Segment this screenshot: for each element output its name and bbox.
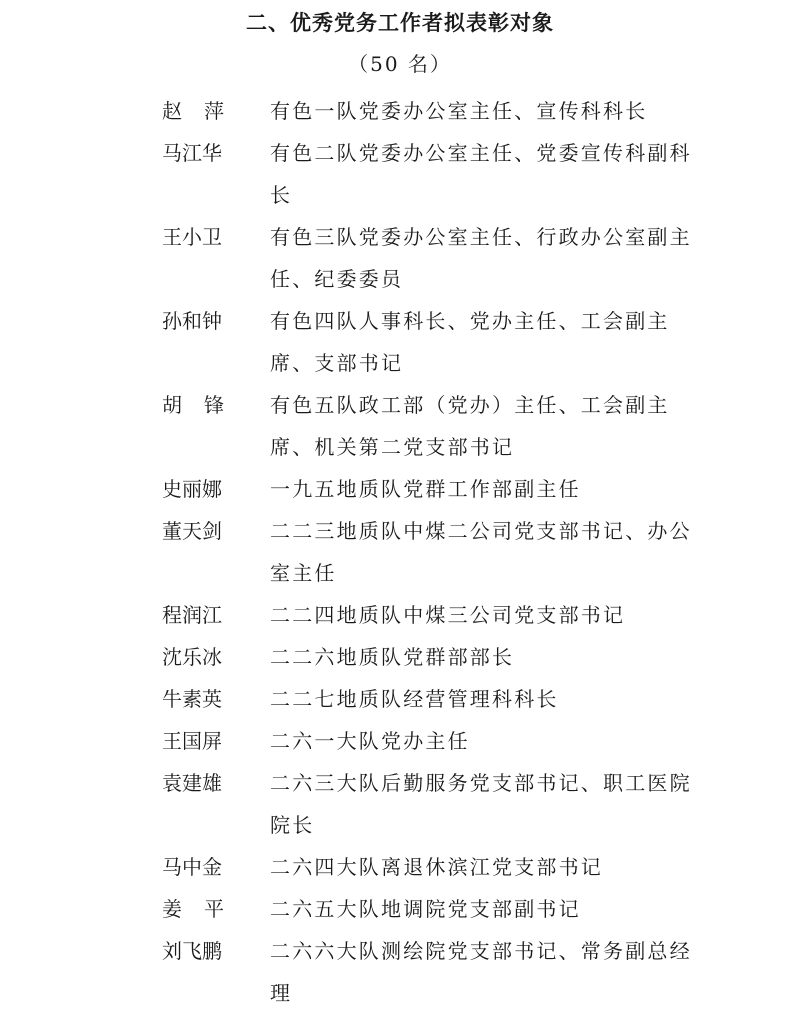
person-name: 胡锋 <box>162 393 246 417</box>
list-item <box>162 216 782 300</box>
person-name: 马江华 <box>162 141 222 165</box>
list-item <box>162 594 782 636</box>
list-item <box>162 636 782 678</box>
person-position: 二二四地质队中煤三公司党支部书记 <box>270 603 626 627</box>
list-item <box>162 846 782 888</box>
person-position: 二六五大队地调院党支部副书记 <box>270 897 581 921</box>
person-name: 姜平 <box>162 897 246 921</box>
person-name: 史丽娜 <box>162 477 222 501</box>
person-position: 有色一队党委办公室主任、宣传科科长 <box>270 99 648 123</box>
person-name: 袁建雄 <box>162 771 222 795</box>
person-name: 程润江 <box>162 603 222 627</box>
person-position: 二六一大队党办主任 <box>270 729 470 753</box>
person-position: 二六四大队离退休滨江党支部书记 <box>270 855 603 879</box>
list-item <box>162 888 782 930</box>
person-position: 二二六地质队党群部部长 <box>270 645 515 669</box>
person-position: 二六三大队后勤服务党支部书记、职工医院院长 <box>270 771 692 837</box>
person-position: 一九五地质队党群工作部副主任 <box>270 477 581 501</box>
list-item <box>162 132 782 216</box>
person-name: 孙和钟 <box>162 309 222 333</box>
person-position: 有色五队政工部（党办）主任、工会副主席、机关第二党支部书记 <box>270 393 670 459</box>
list-item <box>162 90 782 132</box>
nominee-list <box>162 90 782 1014</box>
person-name: 沈乐冰 <box>162 645 222 669</box>
person-name: 王国屏 <box>162 729 222 753</box>
person-position: 二六六大队测绘院党支部书记、常务副总经理 <box>270 939 692 1005</box>
person-position: 二二三地质队中煤二公司党支部书记、办公室主任 <box>270 519 692 585</box>
person-name: 王小卫 <box>162 225 222 249</box>
list-item <box>162 510 782 594</box>
list-item <box>162 384 782 468</box>
person-name: 马中金 <box>162 855 222 879</box>
nominee-count: （50 名） <box>348 52 452 76</box>
person-name: 刘飞鹏 <box>162 939 222 963</box>
list-item <box>162 678 782 720</box>
list-item <box>162 720 782 762</box>
list-item <box>162 930 782 1014</box>
person-position: 有色三队党委办公室主任、行政办公室副主任、纪委委员 <box>270 225 692 291</box>
person-position: 二二七地质队经营管理科科长 <box>270 687 559 711</box>
list-item <box>162 300 782 384</box>
list-item <box>162 762 782 846</box>
list-item <box>162 468 782 510</box>
person-name: 牛素英 <box>162 687 222 711</box>
person-position: 有色四队人事科长、党办主任、工会副主席、支部书记 <box>270 309 670 375</box>
person-name: 赵萍 <box>162 99 246 123</box>
section-title: 二、优秀党务工作者拟表彰对象 <box>246 11 554 35</box>
person-name: 董天剑 <box>162 519 222 543</box>
person-position: 有色二队党委办公室主任、党委宣传科副科长 <box>270 141 692 207</box>
